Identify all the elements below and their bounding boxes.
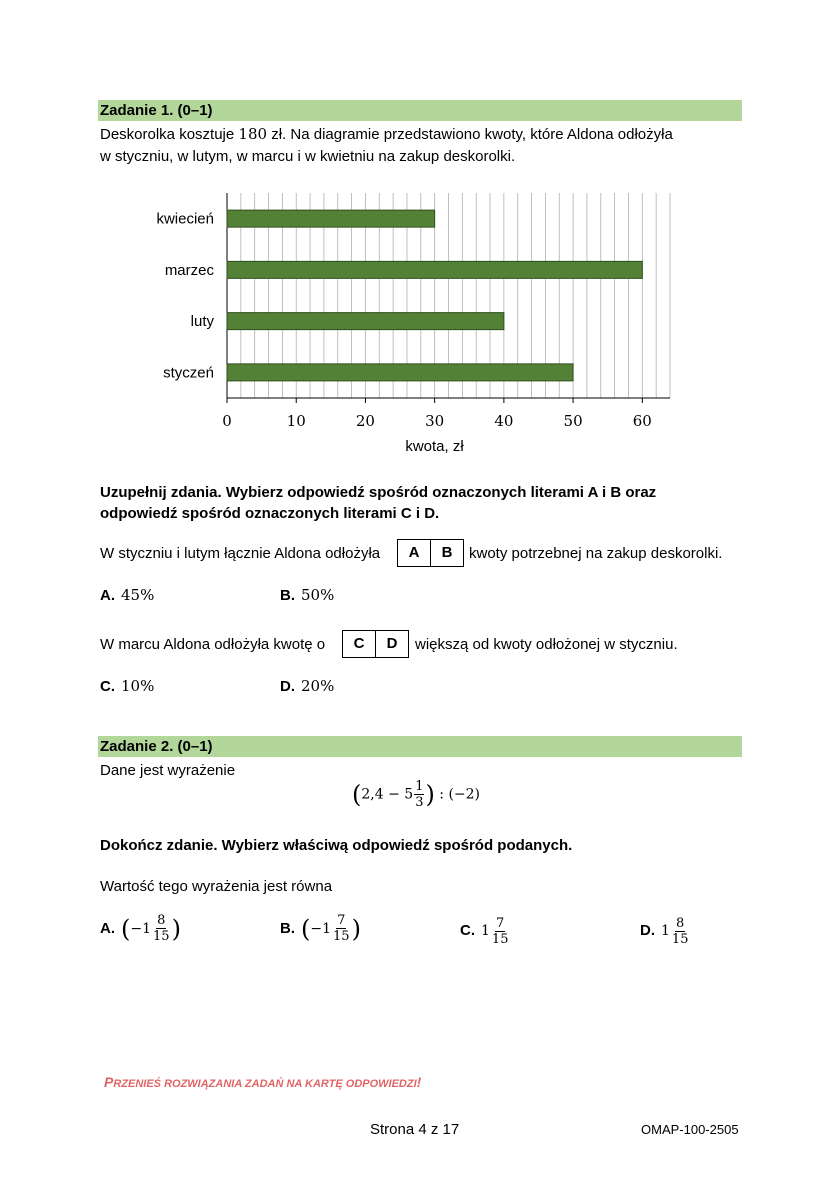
category-label: marzec [164,261,214,279]
task2-option-c[interactable] [460,914,510,948]
option-b[interactable] [280,586,334,604]
sentence2-pre: W marcu Aldona odłożyła kwotę o [100,636,326,653]
option-b-value: 50% [301,586,335,604]
x-tick-label: 60 [632,412,652,430]
expr-frac-num: 1 [415,779,424,794]
bar-0 [227,364,573,381]
expr-fraction [414,780,424,809]
t2-b-den: 15 [333,929,350,944]
t2-c-value [481,915,510,947]
t2-d-sign: 1 [661,923,670,939]
t2-d-value [661,915,690,947]
task1-intro-line2: w styczniu, w lutym, w marcu i w kwietniu na zakup deskorolki. [100,148,516,165]
x-tick-label: 10 [286,412,306,430]
transfer-notice [104,1074,421,1090]
t2-c-sign: 1 [481,923,490,939]
intro-price: 180 [238,125,268,143]
task1-header: Zadanie 1. (0–1) [98,100,742,121]
t2-a-letter: A. [100,919,115,937]
task2-intro: Dane jest wyrażenie [100,762,236,779]
x-axis-label: kwota, zł [405,438,464,455]
t2-a-den: 15 [153,929,170,944]
expr-a: 2,4 − 5 [361,786,414,803]
option-d[interactable] [280,677,334,695]
sentence1-post: kwoty potrzebnej na zakup deskorolki. [469,545,723,562]
t2-d-num: 8 [676,915,685,931]
option-d-value: 20% [301,677,335,695]
x-tick-label: 30 [425,412,445,430]
task2-expression [352,780,480,809]
bar-2 [227,261,642,278]
transfer-first-letter: P [104,1074,114,1090]
t2-a-value: (−1 $\frac{8}{15}$ ) [121,913,181,944]
task2-header: Zadanie 2. (0–1) [98,736,742,757]
t2-a-num: 8 [157,913,166,928]
answer-box-cd[interactable] [342,630,409,658]
option-a[interactable] [100,586,154,604]
category-label: kwiecień [156,210,214,228]
option-b-letter: B. [280,587,295,604]
task2-option-b[interactable] [280,914,361,943]
box-c[interactable]: C [353,635,365,652]
exam-code: OMAP-100-2505 [641,1122,739,1137]
task1-instruction-line2: odpowiedź spośród oznaczonych literami C i D. [100,505,440,522]
task2-option-d[interactable] [640,914,690,948]
intro-text-post: zł. Na diagramie przedstawiono kwoty, które Aldona odłożyła [267,126,673,143]
category-label: luty [190,313,214,331]
option-d-letter: D. [280,678,295,695]
task2-instruction: Dokończ zdanie. Wybierz właściwą odpowiedź spośród podanych. [100,837,573,854]
sentence1-pre: W styczniu i lutym łącznie Aldona odłożyła [100,545,381,562]
transfer-exclaim: ! [416,1074,422,1090]
box-b[interactable]: B [430,540,463,566]
bar-chart [0,0,840,470]
option-c-letter: C. [100,678,115,695]
category-label: styczeń [163,364,214,382]
t2-a-sign: −1 [130,920,152,937]
bar-3 [227,210,435,227]
expr-paren-close: ) [425,780,435,809]
t2-b-sign: −1 [310,920,332,937]
bar-1 [227,313,504,330]
t2-b-value: (−1 $\frac{7}{15}$ ) [301,913,361,944]
transfer-rest: RZENIEŚ ROZWIĄZANIA ZADAŃ NA KARTĘ ODPOWIEDZI [113,1078,417,1090]
x-tick-label: 0 [222,412,232,430]
expr-divide: : (−2) [434,786,481,803]
option-c-value: 10% [121,677,155,695]
t2-b-letter: B. [280,919,295,937]
t2-b-num: 7 [337,913,346,928]
expr-paren-open: ( [352,780,362,809]
x-tick-label: 50 [563,412,583,430]
answer-box-ab[interactable] [397,539,464,567]
page-number: Strona 4 z 17 [370,1121,460,1138]
sentence2-post: większą od kwoty odłożonej w styczniu. [415,636,678,653]
t2-c-num: 7 [496,915,505,931]
x-tick-label: 20 [355,412,375,430]
option-a-letter: A. [100,587,115,604]
expr-frac-den: 3 [415,795,424,810]
task2-option-a[interactable] [100,914,181,943]
box-a[interactable]: A [408,544,420,561]
t2-c-den: 15 [491,931,509,947]
task2-question: Wartość tego wyrażenia jest równa [100,878,333,895]
option-a-value: 45% [121,586,155,604]
box-d[interactable]: D [375,631,408,657]
t2-d-den: 15 [671,931,689,947]
option-c[interactable] [100,677,154,695]
intro-text-pre: Deskorolka kosztuje [100,126,239,143]
t2-d-letter: D. [640,922,655,939]
task1-instruction-line1: Uzupełnij zdania. Wybierz odpowiedź spośród oznaczonych literami A i B oraz [100,484,657,501]
x-tick-label: 40 [494,412,514,430]
t2-c-letter: C. [460,922,475,939]
